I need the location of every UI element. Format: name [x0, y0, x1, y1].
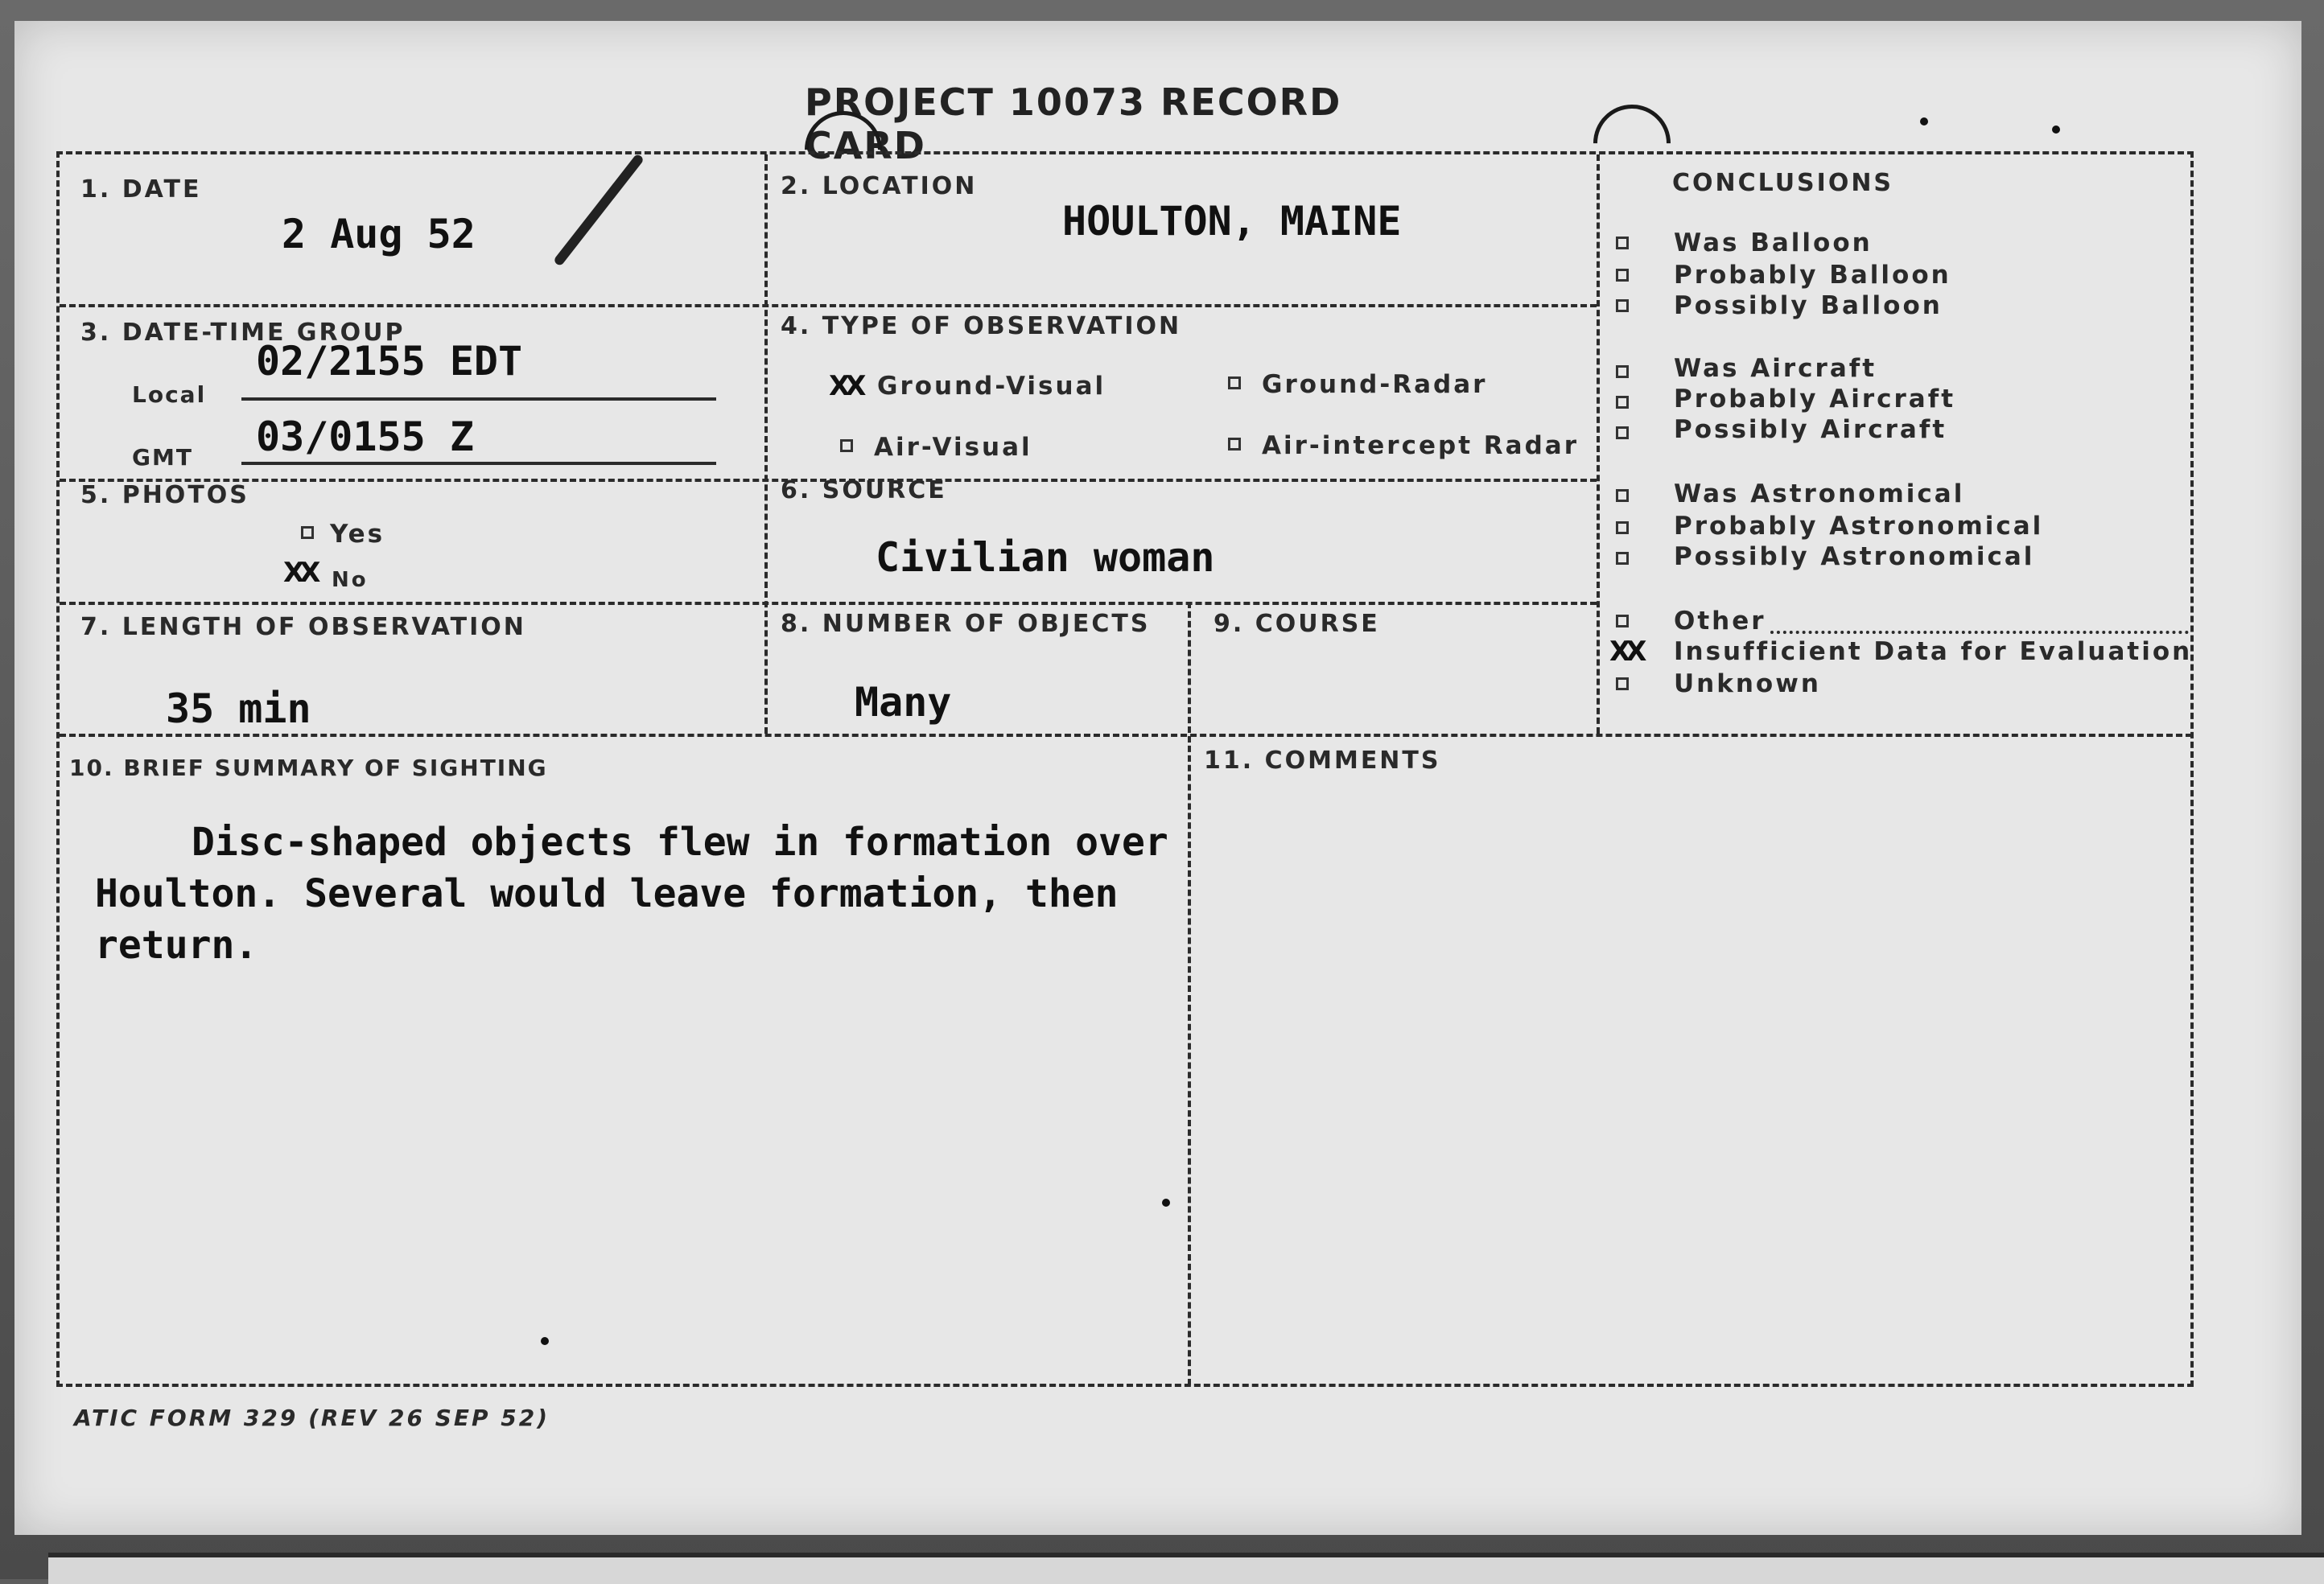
location-value: HOULTON, MAINE [1062, 198, 1402, 245]
conclusion-unknown: Unknown [1674, 669, 1821, 698]
option-ground-visual: Ground-Visual [877, 372, 1106, 401]
conclusion-possibly-balloon: Possibly Balloon [1674, 291, 1943, 320]
conclusion-checkbox [1616, 677, 1629, 690]
conclusion-checkbox [1616, 489, 1629, 502]
row-divider [60, 734, 2192, 737]
length-of-observation-label: 7. LENGTH OF OBSERVATION [80, 613, 526, 641]
option-air-intercept-radar: Air-intercept Radar [1262, 431, 1579, 460]
conclusion-checkbox [1616, 269, 1629, 282]
conclusion-checkbox [1616, 552, 1629, 565]
column-divider [1188, 602, 1191, 1385]
comments-label: 11. COMMENTS [1204, 747, 1441, 775]
form-footer: ATIC FORM 329 (REV 26 SEP 52) [74, 1405, 550, 1431]
conclusion-probably-astronomical: Probably Astronomical [1674, 512, 2044, 541]
location-label: 2. LOCATION [781, 172, 978, 200]
gmt-label: GMT [132, 444, 193, 471]
checked-mark: XX [829, 370, 862, 402]
ground-radar-checkbox [1228, 376, 1241, 389]
conclusion-checkbox [1616, 396, 1629, 409]
row-divider [60, 304, 1597, 307]
course-label: 9. COURSE [1214, 610, 1380, 638]
brief-summary-label: 10. BRIEF SUMMARY OF SIGHTING [69, 755, 548, 781]
source-value: Civilian woman [876, 534, 1215, 581]
conclusion-possibly-astronomical: Possibly Astronomical [1674, 542, 2035, 571]
conclusion-checkbox [1616, 365, 1629, 378]
photos-label: 5. PHOTOS [80, 481, 249, 509]
row-divider [60, 602, 1597, 605]
number-of-objects-value: Many [855, 679, 952, 726]
local-time-line [241, 397, 716, 401]
conclusion-was-astronomical: Was Astronomical [1674, 479, 1965, 508]
length-of-observation-value: 35 min [166, 685, 311, 732]
column-divider [764, 154, 768, 734]
brief-summary-text: Disc-shaped objects flew in formation over Houlton. Several would leave formation, then return. [95, 820, 1168, 968]
conclusion-checkbox [1616, 615, 1629, 627]
source-label: 6. SOURCE [781, 476, 947, 504]
gmt-time-value: 03/0155 Z [256, 413, 474, 460]
option-air-visual: Air-Visual [874, 433, 1032, 462]
date-time-group-label: 3. DATE-TIME GROUP [80, 319, 406, 347]
photos-option-yes: Yes [330, 520, 385, 549]
type-of-observation-label: 4. TYPE OF OBSERVATION [781, 312, 1182, 340]
air-visual-checkbox [840, 439, 853, 452]
local-label: Local [132, 381, 207, 408]
conclusion-insufficient-data: Insufficient Data for Evaluation [1674, 637, 2193, 666]
photos-yes-checkbox [301, 526, 314, 539]
other-line [1770, 631, 2189, 634]
conclusion-checkbox [1616, 521, 1629, 534]
conclusion-probably-aircraft: Probably Aircraft [1674, 385, 1956, 413]
column-divider [1597, 154, 1600, 734]
card-edge [48, 1553, 2324, 1584]
conclusion-checkbox [1616, 426, 1629, 439]
air-intercept-radar-checkbox [1228, 438, 1241, 451]
conclusion-was-balloon: Was Balloon [1674, 228, 1873, 257]
date-value: 2 Aug 52 [282, 211, 476, 257]
conclusions-label: CONCLUSIONS [1672, 169, 1894, 197]
local-time-value: 02/2155 EDT [256, 338, 523, 385]
card-title: PROJECT 10073 RECORD CARD [805, 80, 1342, 167]
date-label: 1. DATE [80, 175, 202, 204]
checked-mark: XX [283, 557, 316, 589]
checked-mark: XX [1609, 636, 1642, 668]
option-ground-radar: Ground-Radar [1262, 370, 1488, 399]
speck [1920, 117, 1928, 125]
photos-option-no: No [332, 568, 369, 592]
number-of-objects-label: 8. NUMBER OF OBJECTS [781, 610, 1151, 638]
speck [2052, 125, 2060, 134]
conclusion-was-aircraft: Was Aircraft [1674, 354, 1877, 383]
conclusion-checkbox [1616, 299, 1629, 312]
conclusion-probably-balloon: Probably Balloon [1674, 261, 1951, 290]
gmt-time-line [241, 462, 716, 465]
conclusion-other: Other [1674, 607, 1766, 636]
conclusion-checkbox [1616, 237, 1629, 249]
conclusion-possibly-aircraft: Possibly Aircraft [1674, 415, 1947, 444]
